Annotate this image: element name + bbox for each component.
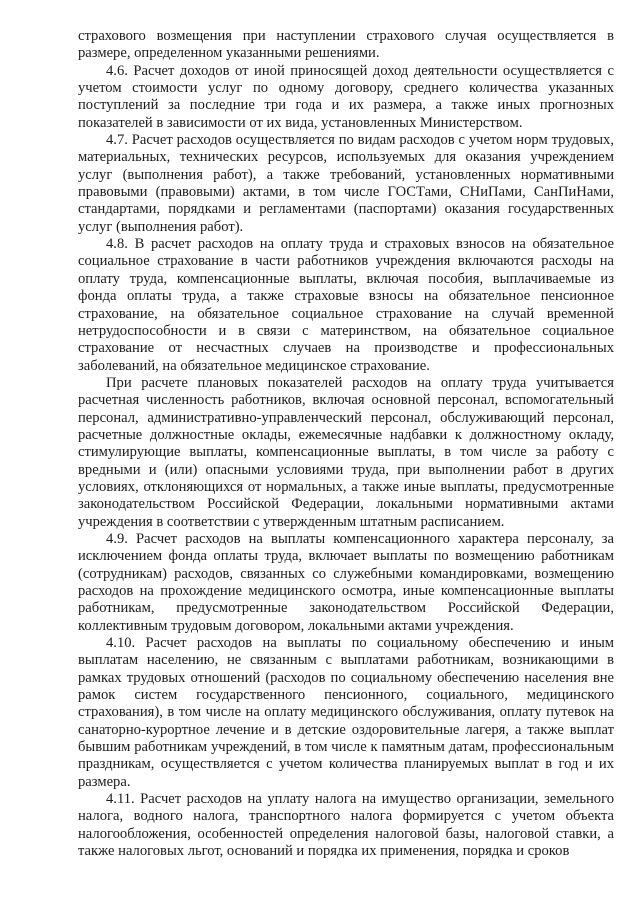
paragraph-4-8: 4.8. В расчет расходов на оплату труда и страховых взносов на обязательное социальное страхование в части работников учреждения включаются расходы на оплату труда, компенсационные выплаты, включая пособия, выплачиваемые из фонда оплаты труда, а также страховые взносы на обязательное пенсионное страхование, на обязательное социальное страхование на случай временной нетрудоспособности и в связи с материнством, на обязательное социальное страхование от несчастных случаев на производстве и профессиональных заболеваний, на обязательное медицинское страхование. [78,236,614,374]
paragraph-4-9: 4.9. Расчет расходов на выплаты компенсационного характера персоналу, за исключением фонда оплаты труда, включает выплаты по возмещению работникам (сотрудникам) расходов, связанных со служебными командировками, возмещению расходов на прохождение медицинского осмотра, иные компенсационные выплаты работникам, предусмотренные законодательством Российской Федерации, коллективным трудовым договором, локальными актами учреждения. [78,530,614,634]
document-page [78,28,614,861]
paragraph-4-10: 4.10. Расчет расходов на выплаты по социальному обеспечению и иным выплатам населению, не связанным с выплатами работникам, возникающими в рамках трудовых отношений (расходов по социальному обеспечению населения вне рамок систем государственного пенсионного, социального, медицинского страхования), в том числе на оплату медицинского обслуживания, оплату путевок на санаторно-курортное лечение и в детские оздоровительные лагеря, а также выплат бывшим работникам учреждений, в том числе к памятным датам, профессиональным праздникам, осуществляется с учетом количества планируемых выплат в год и их размера. [78,635,614,790]
paragraph-4-6: 4.6. Расчет доходов от иной приносящей доход деятельности осуществляется с учетом стоимости услуг по одному договору, среднего количества указанных поступлений за последние три года и их размера, а также иных прогнозных показателей в зависимости от их вида, установленных Министерством. [78,62,614,131]
paragraph-payroll-planning: При расчете плановых показателей расходов на оплату труда учитывается расчетная численность работников, включая основной персонал, вспомогательный персонал, административно-управленческий персонал, обслуживающий персонал, расчетные должностные оклады, ежемесячные надбавки к должностному окладу, стимулирующие выплаты, компенсационные выплаты, в том числе за работу с вредными и (или) опасными условиями труда, при выполнении работ в других условиях, отклоняющихся от нормальных, а также иные выплаты, предусмотренные законодательством Российской Федерации, локальными нормативными актами учреждения в соответствии с утвержденным штатным расписанием. [78,374,614,530]
paragraph-4-11: 4.11. Расчет расходов на уплату налога на имущество организации, земельного налога, водного налога, транспортного налога формируется с учетом объекта налогообложения, особенностей определения налоговой базы, налоговой ставки, а также налоговых льгот, оснований и порядка их применения, порядка и сроков [78,791,614,860]
paragraph-insurance-compensation: страхового возмещения при наступлении страхового случая осуществляется в размере, определенном указанными решениями. [78,28,614,62]
paragraph-4-7: 4.7. Расчет расходов осуществляется по видам расходов с учетом норм трудовых, материальных, технических ресурсов, используемых для оказания учреждением услуг (выполнения работ), а также требований, установленных нормативными правовыми (правовыми) актами, в том числе ГОСТами, СНиПами, СанПиНами, стандартами, порядками и регламентами (паспортами) оказания государственных услуг (выполнения работ). [78,132,614,235]
